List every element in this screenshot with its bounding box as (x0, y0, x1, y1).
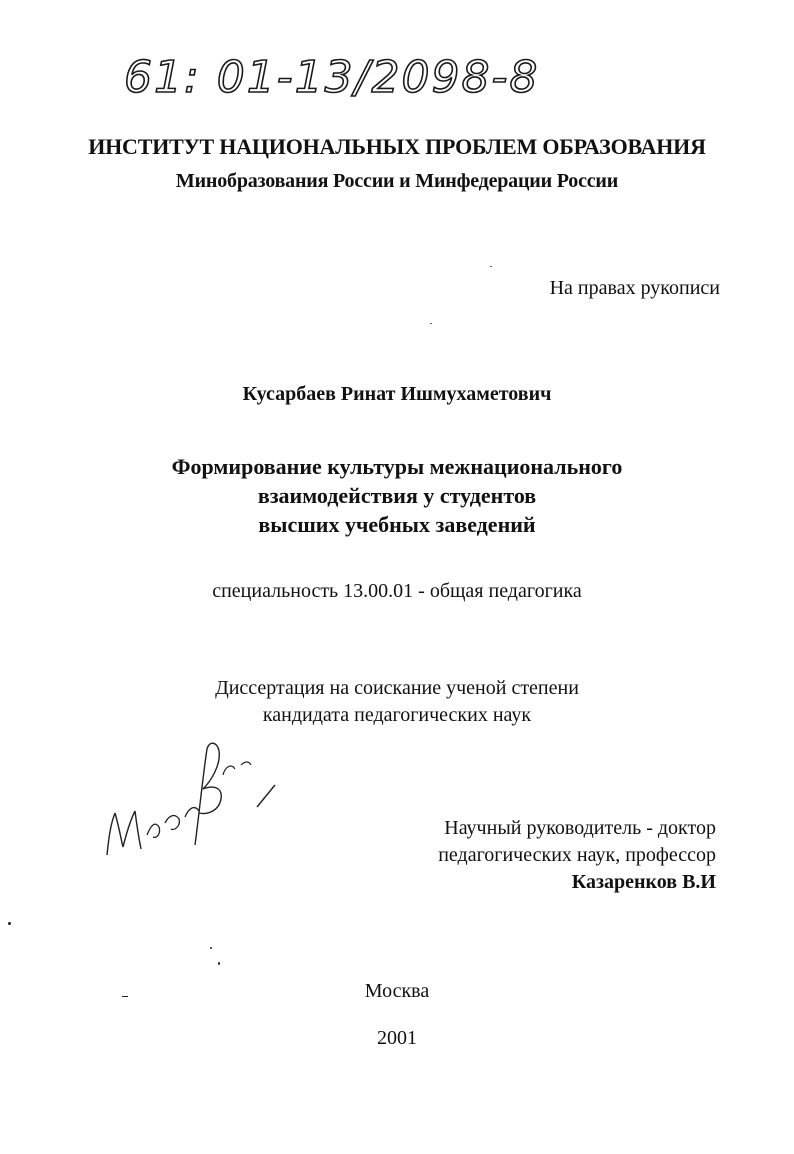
title-line-1: Формирование культуры межнационального (171, 454, 623, 479)
year: 2001 (377, 1027, 417, 1049)
ministry-name: Минобразования России и Минфедерации России (175, 170, 619, 192)
dissertation-title (0, 452, 794, 539)
rights-note: На правах рукописи (549, 277, 720, 299)
scan-speck (122, 996, 128, 997)
city: Москва (364, 980, 430, 1002)
handwritten-signature-icon (95, 735, 295, 885)
title-line-2: взаимодействия у студентов (257, 483, 537, 508)
author-name: Кусарбаев Ринат Ишмухаметович (242, 383, 552, 405)
institute-name: ИНСТИТУТ НАЦИОНАЛЬНЫХ ПРОБЛЕМ ОБРАЗОВАНИЯ (88, 134, 706, 159)
supervisor-name: Казаренков В.И (571, 871, 716, 893)
scan-speck (490, 266, 492, 267)
scientific-supervisor (380, 815, 716, 896)
specialty: специальность 13.00.01 - общая педагогика (212, 580, 582, 602)
degree-line-2: кандидата педагогических наук (262, 704, 532, 726)
scan-speck (210, 947, 212, 949)
scan-speck (430, 323, 432, 324)
title-line-3: высших учебных заведений (258, 512, 536, 537)
supervisor-line-2: педагогических наук, профессор (438, 844, 716, 866)
supervisor-line-1: Научный руководитель - доктор (444, 817, 716, 839)
degree-line-1: Диссертация на соискание ученой степени (215, 677, 579, 699)
scan-speck (218, 962, 220, 965)
archive-code-text: 61: 01-13/2098-8 (124, 52, 540, 103)
scan-speck (8, 922, 11, 925)
degree-statement (0, 675, 794, 729)
handwritten-archive-code (120, 30, 540, 120)
